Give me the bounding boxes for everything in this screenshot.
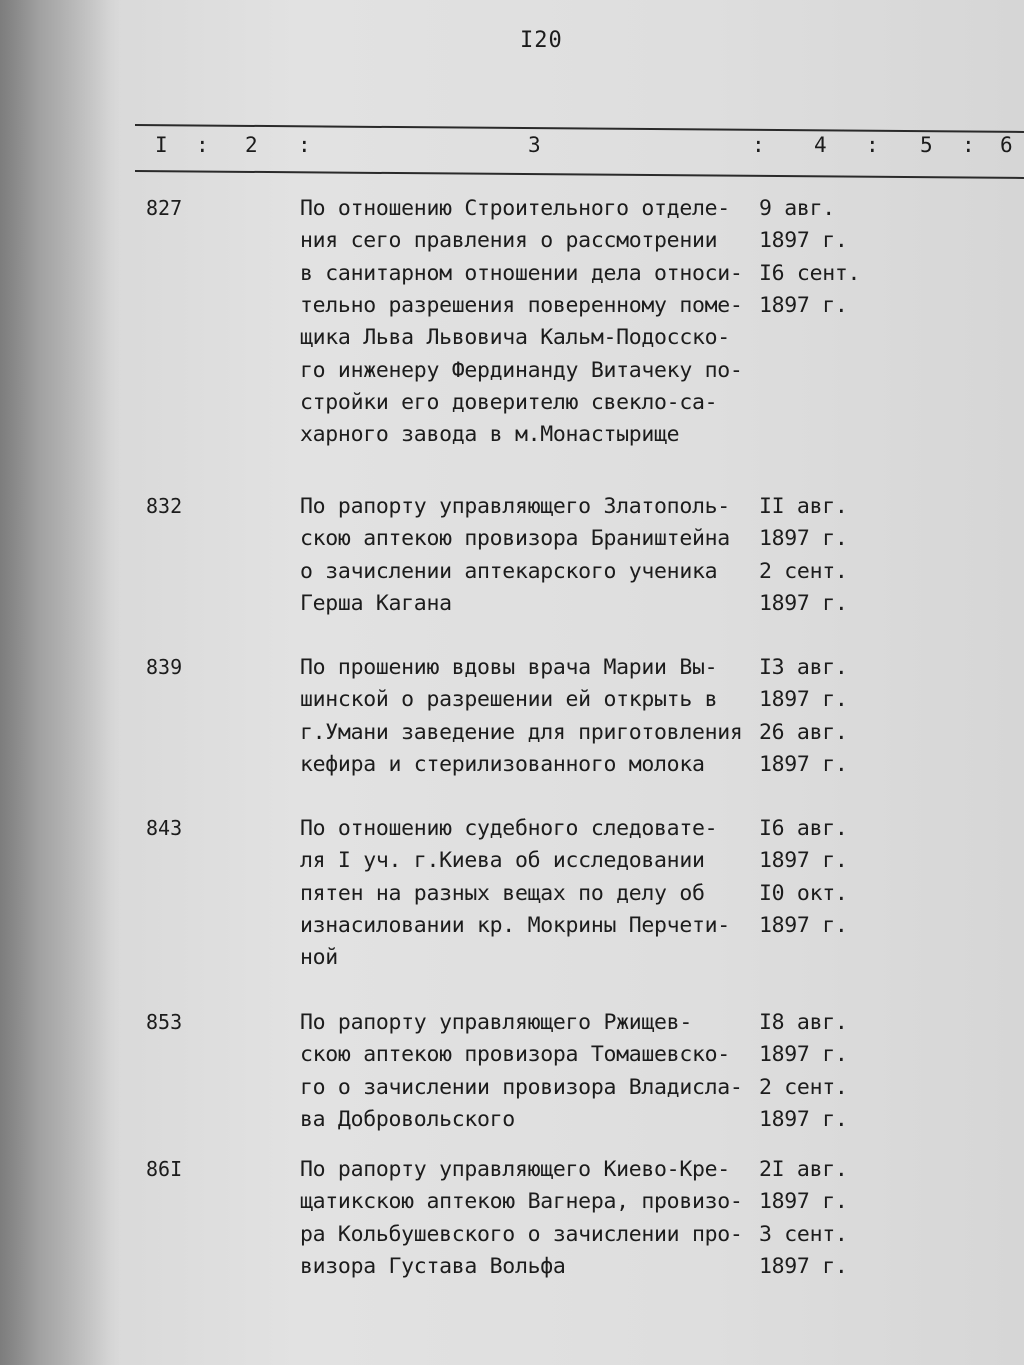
column-header-5: 5 — [920, 133, 933, 157]
table-header-top-rule — [135, 124, 1024, 133]
entry-text: харного завода в м.Монастырище — [300, 422, 680, 448]
entry-line — [300, 325, 1000, 357]
entry-text: По прошению вдовы врача Марии Вы- — [300, 655, 718, 680]
entry-number: 827 — [146, 196, 183, 220]
entry-line — [300, 655, 1000, 687]
entry-date: 2 сент. — [759, 1074, 848, 1100]
entry-line — [300, 1157, 1000, 1189]
entry-date: I8 авг. — [759, 1010, 848, 1035]
entry-text: ра Кольбушевского о зачислении про- — [300, 1221, 743, 1247]
entry-line — [300, 1189, 1000, 1221]
entry-line — [300, 848, 1000, 880]
page-binding-shadow — [0, 0, 120, 1365]
entry-line — [300, 720, 1000, 752]
entry-date: I6 сент. — [759, 260, 861, 286]
entry-date: 1897 г. — [759, 848, 848, 874]
entry-date: 26 авг. — [759, 719, 848, 745]
entry-number: 853 — [146, 1010, 183, 1034]
entry-line — [300, 816, 1000, 848]
entry-number: 832 — [146, 494, 183, 518]
table-header-bottom-rule — [135, 170, 1024, 179]
entry-number: 839 — [146, 655, 183, 679]
entry-text: ва Добровольского — [300, 1106, 515, 1132]
entry-text: По рапорту управляющего Златополь- — [300, 494, 730, 519]
column-header-4: 4 — [814, 133, 827, 157]
entry-line — [300, 752, 1000, 784]
entry-date: II авг. — [759, 494, 848, 519]
entry-date: I0 окт. — [759, 880, 848, 906]
entry-line — [300, 526, 1000, 558]
entry-line — [300, 196, 1000, 228]
column-header-separator: : — [298, 133, 311, 157]
column-header-1: I — [155, 133, 168, 157]
entry-date: 3 сент. — [759, 1221, 848, 1247]
entry-line — [300, 1010, 1000, 1042]
entry-date: I6 авг. — [759, 816, 848, 841]
entry-date: 1897 г. — [759, 1106, 848, 1132]
entry-date: 1897 г. — [759, 526, 848, 552]
entry-text: шинской о разрешении ей открыть в — [300, 687, 718, 713]
page-number: I20 — [520, 28, 563, 53]
entry-line — [300, 881, 1000, 913]
entry-text: ной — [300, 945, 338, 971]
column-header-6: 6 — [1000, 133, 1013, 157]
entry-text: По отношению Строительного отделе- — [300, 196, 730, 221]
entry-line — [300, 559, 1000, 591]
entry-text: о зачислении аптекарского ученика — [300, 558, 718, 584]
entry-date: 1897 г. — [759, 228, 848, 254]
entry-line — [300, 293, 1000, 325]
entry-line — [300, 913, 1000, 945]
entry-text: стройки его доверителю свекло-са- — [300, 389, 718, 415]
entry-date: 1897 г. — [759, 687, 848, 713]
entry-text: тельно разрешения поверенному поме- — [300, 292, 743, 318]
entry-date: 1897 г. — [759, 590, 848, 616]
entry-text: ля I уч. г.Киева об исследовании — [300, 848, 705, 874]
entry-line — [300, 422, 1000, 454]
entry-line — [300, 358, 1000, 390]
entry-date: 1897 г. — [759, 1042, 848, 1068]
entry-line — [300, 1075, 1000, 1107]
entry-line — [300, 1107, 1000, 1139]
entry-line — [300, 228, 1000, 260]
entry-line — [300, 494, 1000, 526]
entry-date: 2 сент. — [759, 558, 848, 584]
entry-line — [300, 591, 1000, 623]
column-header-row — [0, 133, 1024, 165]
entry-number: 86I — [146, 1157, 183, 1181]
entry-text: По рапорту управляющего Киево-Кре- — [300, 1157, 730, 1182]
entry-date: 1897 г. — [759, 1253, 848, 1279]
entry-text: скою аптекою провизора Томашевско- — [300, 1042, 730, 1068]
entry-line — [300, 1222, 1000, 1254]
entry-text: ния сего правления о рассмотрении — [300, 228, 718, 254]
entry-text: го о зачислении провизора Владисла- — [300, 1074, 743, 1100]
entry-text: скою аптекою провизора Браништейна — [300, 526, 730, 552]
entry-text: визора Густава Вольфа — [300, 1253, 566, 1279]
entry-line — [300, 687, 1000, 719]
entry-text: По отношению судебного следовате- — [300, 816, 718, 841]
entry-text: Герша Кагана — [300, 590, 452, 616]
entry-text: щика Льва Львовича Кальм-Подосско- — [300, 325, 730, 351]
entry-text: По рапорту управляющего Ржищев- — [300, 1010, 692, 1035]
entry-date: I3 авг. — [759, 655, 848, 680]
entry-date: 9 авг. — [759, 196, 835, 221]
entry-date: 1897 г. — [759, 912, 848, 938]
column-header-separator: : — [196, 133, 209, 157]
entry-line — [300, 1042, 1000, 1074]
entry-text: г.Умани заведение для приготовления — [300, 719, 743, 745]
entry-date: 1897 г. — [759, 1189, 848, 1215]
entry-date: 1897 г. — [759, 292, 848, 318]
column-header-separator: : — [866, 133, 879, 157]
entry-line — [300, 390, 1000, 422]
entry-text: кефира и стерилизованного молока — [300, 751, 705, 777]
column-header-separator: : — [962, 133, 975, 157]
entry-number: 843 — [146, 816, 183, 840]
entry-text: пятен на разных вещах по делу об — [300, 880, 705, 906]
entry-text: в санитарном отношении дела относи- — [300, 260, 743, 286]
entry-line — [300, 1254, 1000, 1286]
entry-line — [300, 945, 1000, 977]
column-header-2: 2 — [245, 133, 258, 157]
entry-date: 2I авг. — [759, 1157, 848, 1182]
entry-date: 1897 г. — [759, 751, 848, 777]
entry-line — [300, 261, 1000, 293]
entry-text: щатикскою аптекою Вагнера, провизо- — [300, 1189, 743, 1215]
column-header-separator: : — [752, 133, 765, 157]
entry-text: го инженеру Фердинанду Витачеку по- — [300, 357, 743, 383]
entry-text: изнасиловании кр. Мокрины Перчети- — [300, 912, 730, 938]
column-header-3: 3 — [528, 133, 541, 157]
